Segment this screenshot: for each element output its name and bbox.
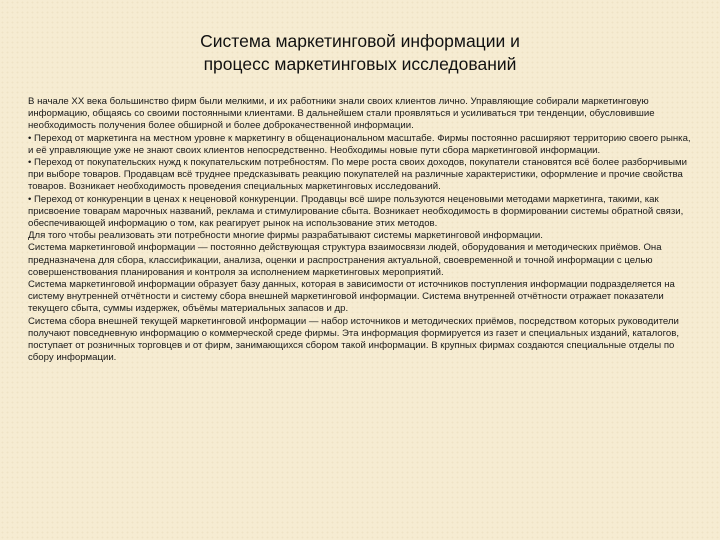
- slide-title: [0, 30, 720, 76]
- paragraph-trend-national: • Переход от маркетинга на местном уровне к маркетингу в общенациональном масштабе. Фирмы постоянно расширяют территорию своего рынка, и её управляющие уже не знают своих клиентов непосредственно. Необходимы новые пути сбора маркетинговой информации.: [28, 132, 691, 156]
- slide-body: [28, 96, 692, 364]
- paragraph-external-info: Система сбора внешней текущей маркетинговой информации — набор источников и методических приёмов, посредством которых руководители получают повседневную информацию о коммерческой среде фирмы. Эта информация формируется из газет и специальных изданий, каталогов, поступает от розничных торговцев и от фирм, занимающихся сбором такой информации. В крупных фирмах создаются специальные отделы по сбору информации.: [28, 315, 679, 364]
- slide-title-line-2: процесс маркетинговых исследований: [203, 54, 517, 74]
- slide-title-line-1: Система маркетинговой информации и: [200, 31, 520, 51]
- paragraph-mis-definition: Система маркетинговой информации — постоянно действующая структура взаимосвязи людей, оборудования и методических приёмов. Она предназначена для сбора, классификации, анализа, оценки и распространения актуальной, своевременной и точной информации с целью совершенствования планирования и контроля за исполнением маркетинговых мероприятий.: [28, 242, 662, 278]
- paragraph-trend-needs: • Переход от покупательских нужд к покупательским потребностям. По мере роста своих доходов, покупатели становятся всё более разборчивыми при выборе товаров. Продавцам всё труднее предсказывать реакцию покупателей на различные характеристики, оформление и прочие свойства товаров. Возникает необходимость проведения специальных маркетинговых исследований.: [28, 157, 687, 193]
- paragraph-trend-competition: • Переход от конкуренции в ценах к неценовой конкуренции. Продавцы всё шире пользуются неценовыми методами маркетинга, такими, как присвоение товарам марочных названий, реклама и стимулирование сбыта. Возникает необходимость в формировании системы обратной связи, обеспечивающей информацию о том, как реагирует рынок на использование этих методов.: [28, 193, 684, 230]
- paragraph-intro: В начале XX века большинство фирм были мелкими, и их работники знали своих клиентов лично. Управляющие собирали маркетинговую информацию, общаясь со своими постоянными клиентами. В дальнейшем стали проявляться и усиливаться три тенденции, обусловившие необходимость получения более обширной и более доброкачественной информации.: [28, 96, 655, 132]
- paragraph-purpose: Для того чтобы реализовать эти потребности многие фирмы разрабатывают системы маркетинговой информации.: [28, 230, 543, 242]
- paragraph-mis-database: Система маркетинговой информации образует базу данных, которая в зависимости от источников поступления информации подразделяется на систему внутренней отчётности и систему сбора внешней маркетинговой информации. Система внутренней отчётности отражает показатели текущего сбыта, суммы издержек, объёмы материальных запасов и др.: [28, 279, 675, 315]
